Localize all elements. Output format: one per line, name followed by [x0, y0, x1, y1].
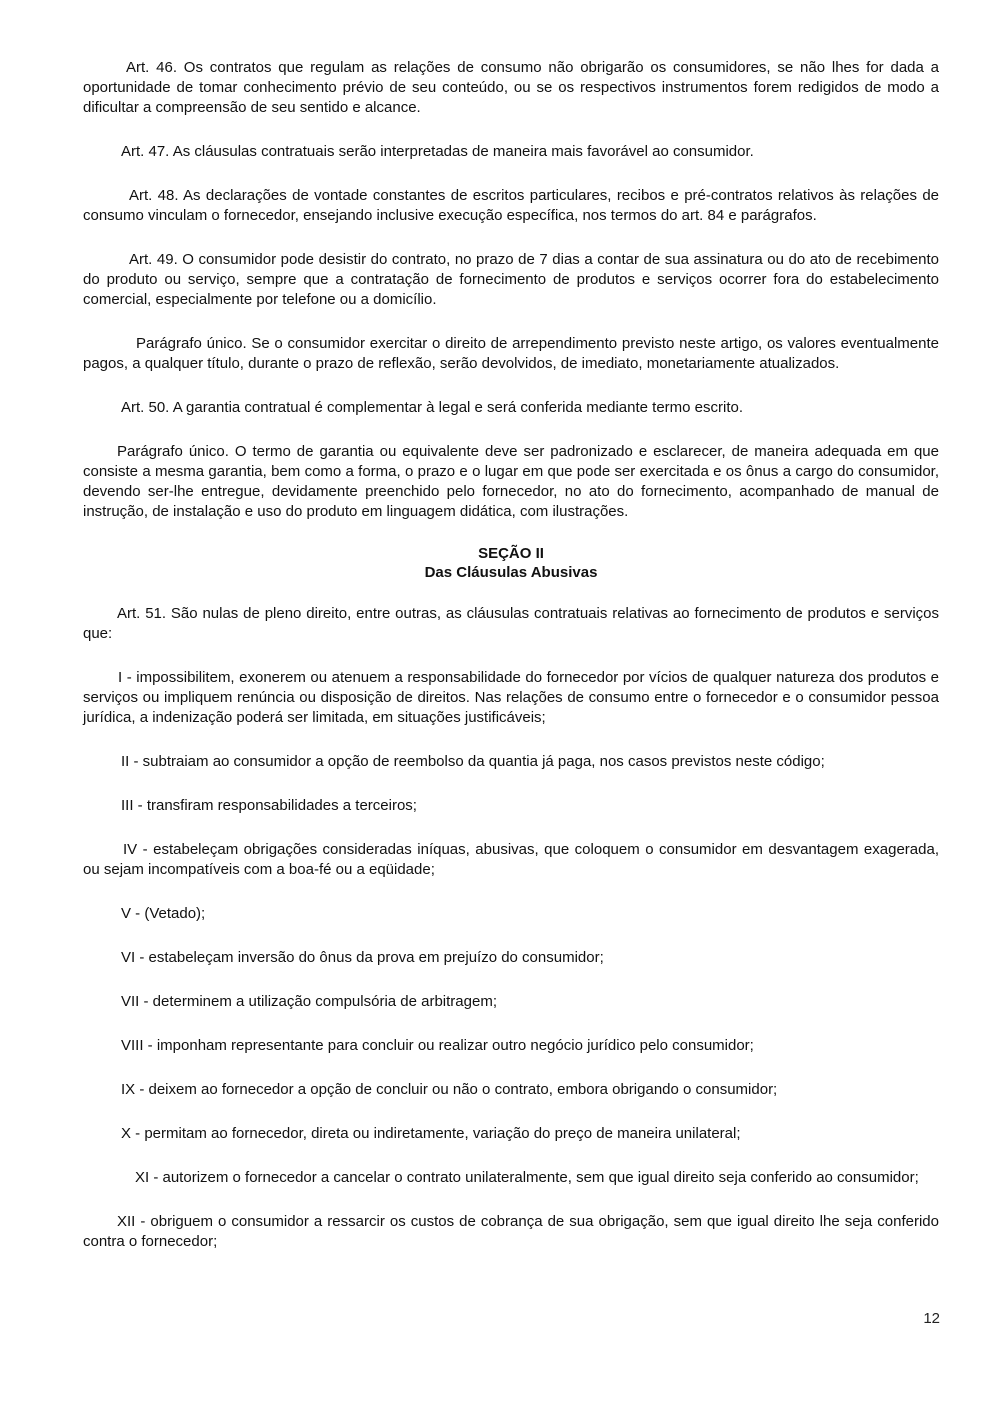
section-title: SEÇÃO II: [478, 545, 544, 562]
article-51: Art. 51. São nulas de pleno direito, entre outras, as cláusulas contratuais relativas ao fornecimento de produtos e serviços que:: [83, 605, 939, 642]
page-number: 12: [923, 1310, 940, 1327]
inciso-iv: IV - estabeleçam obrigações consideradas iníquas, abusivas, que coloquem o consumidor em desvantagem exagerada, ou sejam incompatíveis com a boa-fé ou a eqüidade;: [83, 841, 939, 878]
inciso-ii: II - subtraiam ao consumidor a opção de reembolso da quantia já paga, nos casos previstos neste código;: [121, 753, 825, 770]
inciso-iii: III - transfiram responsabilidades a terceiros;: [121, 797, 417, 814]
section-heading: [83, 544, 939, 582]
article-48: Art. 48. As declarações de vontade constantes de escritos particulares, recibos e pré-contratos relativos às relações de consumo vinculam o fornecedor, ensejando inclusive execução específica, nos termos do art. 84 e parágrafos.: [83, 187, 939, 224]
inciso-viii: VIII - imponham representante para concluir ou realizar outro negócio jurídico pelo consumidor;: [121, 1037, 754, 1054]
inciso-x: X - permitam ao fornecedor, direta ou indiretamente, variação do preço de maneira unilateral;: [121, 1125, 741, 1142]
section-subtitle: Das Cláusulas Abusivas: [424, 564, 598, 581]
article-49-paragraph: Parágrafo único. Se o consumidor exercitar o direito de arrependimento previsto neste artigo, os valores eventualmente pagos, a qualquer título, durante o prazo de reflexão, serão devolvidos, de imediato, monetariamente atualizados.: [83, 335, 939, 372]
article-46: Art. 46. Os contratos que regulam as relações de consumo não obrigarão os consumidores, se não lhes for dada a oportunidade de tomar conhecimento prévio de seu conteúdo, ou se os respectivos instrumentos forem redigidos de modo a dificultar a compreensão de seu sentido e alcance.: [83, 59, 939, 116]
article-47: Art. 47. As cláusulas contratuais serão interpretadas de maneira mais favorável ao consumidor.: [121, 143, 754, 160]
inciso-xi: XI - autorizem o fornecedor a cancelar o contrato unilateralmente, sem que igual direito seja conferido ao consumidor;: [135, 1169, 919, 1186]
article-50-paragraph: Parágrafo único. O termo de garantia ou equivalente deve ser padronizado e esclarecer, de maneira adequada em que consiste a mesma garantia, bem como a forma, o prazo e o lugar em que pode ser exercitada e os ônus a cargo do consumidor, devendo ser-lhe entregue, devidamente preenchido pelo fornecedor, no ato do fornecimento, acompanhado de manual de instrução, de instalação e uso do produto em linguagem didática, com ilustrações.: [83, 443, 939, 520]
article-50: Art. 50. A garantia contratual é complementar à legal e será conferida mediante termo escrito.: [121, 399, 744, 416]
inciso-v: V - (Vetado);: [121, 905, 206, 922]
document-body: [83, 58, 939, 1252]
inciso-vii: VII - determinem a utilização compulsória de arbitragem;: [121, 993, 497, 1010]
inciso-xii: XII - obriguem o consumidor a ressarcir os custos de cobrança de sua obrigação, sem que igual direito lhe seja conferido contra o fornecedor;: [83, 1213, 939, 1250]
inciso-ix: IX - deixem ao fornecedor a opção de concluir ou não o contrato, embora obrigando o consumidor;: [121, 1081, 778, 1098]
article-49: Art. 49. O consumidor pode desistir do contrato, no prazo de 7 dias a contar de sua assinatura ou do ato de recebimento do produto ou serviço, sempre que a contratação de fornecimento de produtos e serviços ocorrer fora do estabelecimento comercial, especialmente por telefone ou a domicílio.: [83, 251, 939, 308]
inciso-vi: VI - estabeleçam inversão do ônus da prova em prejuízo do consumidor;: [121, 949, 604, 966]
inciso-i: I - impossibilitem, exonerem ou atenuem a responsabilidade do fornecedor por vícios de qualquer natureza dos produtos e serviços ou impliquem renúncia ou disposição de direitos. Nas relações de consumo entre o fornecedor e o consumidor pessoa jurídica, a indenização poderá ser limitada, em situações justificáveis;: [83, 669, 939, 726]
